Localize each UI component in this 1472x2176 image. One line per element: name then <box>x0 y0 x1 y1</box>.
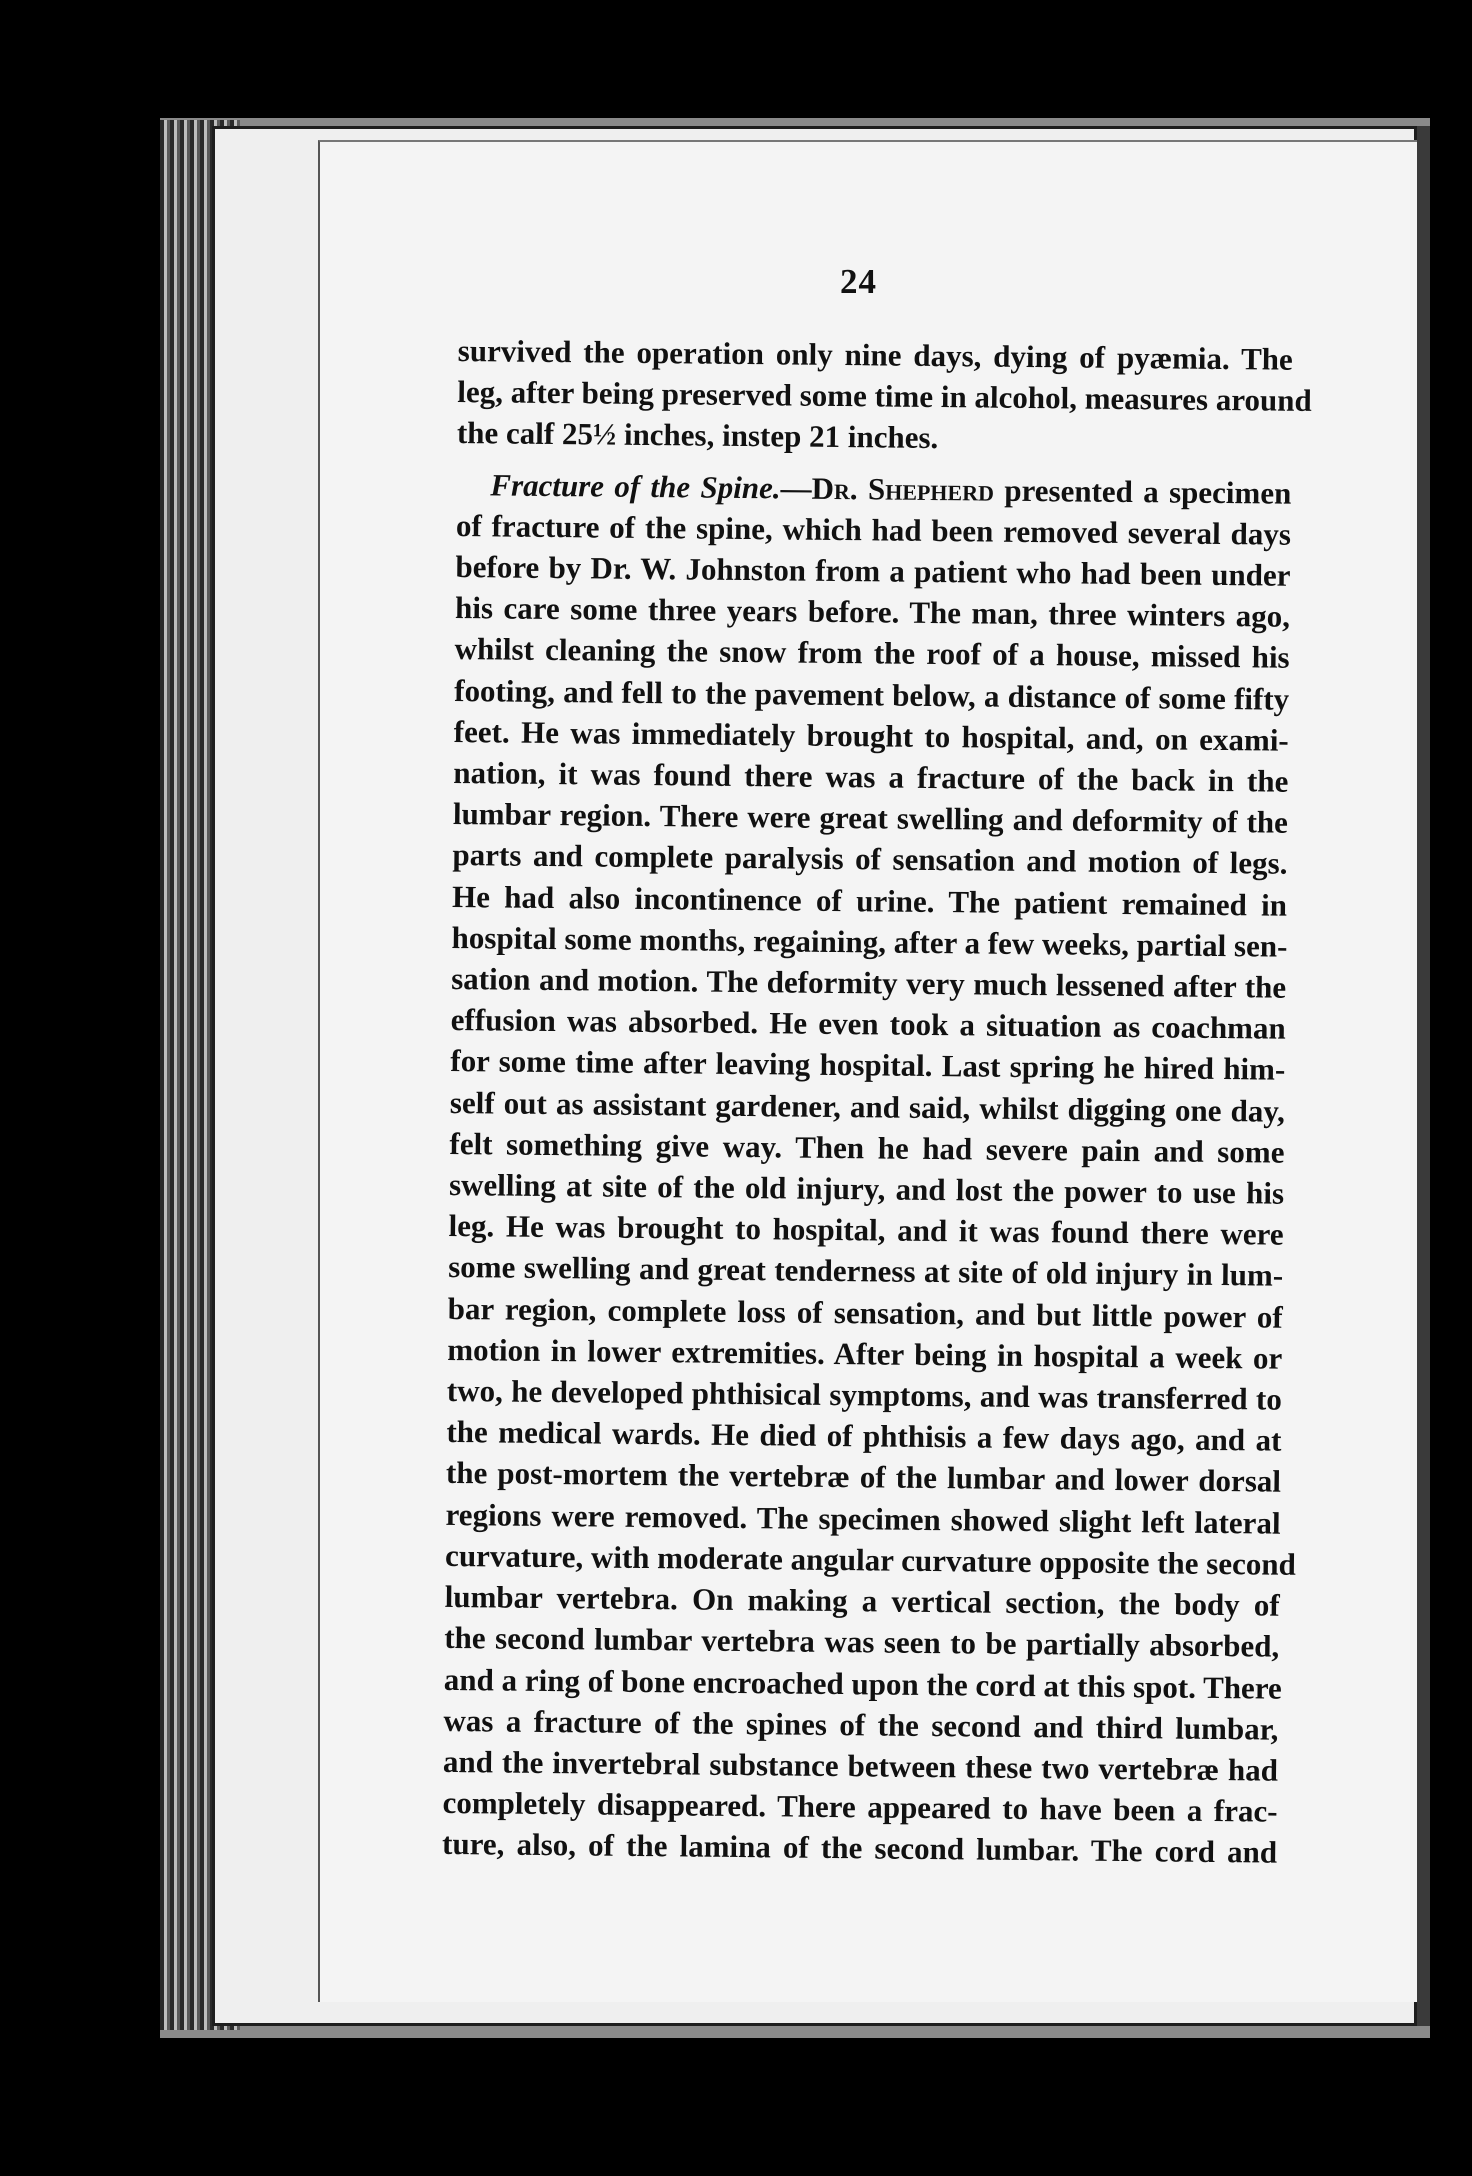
text-line: completely disappeared. There appeared to have been a frac- <box>442 1785 1278 1829</box>
body-text <box>441 330 1312 1873</box>
text-line: He had also incontinence of urine. The patient remained in <box>451 878 1288 923</box>
text-line: lumbar region. There were great swelling and deformity of the <box>452 796 1289 840</box>
first-line-rest: presented a specimen <box>993 472 1292 511</box>
text-line: for some time after leaving hospital. Last spring he hired him- <box>450 1043 1286 1088</box>
paragraph-1 <box>456 330 1312 462</box>
text-line: survived the operation only nine days, dying of pyæmia. The <box>457 332 1293 377</box>
text-line: sation and motion. The deformity very much lessened after the <box>451 961 1287 1005</box>
text-line: the calf 25½ inches, instep 21 inches. <box>456 415 939 456</box>
section-heading: Fracture of the Spine. <box>490 466 781 505</box>
text-line: and a ring of bone encroached upon the cord at this spot. There <box>443 1661 1282 1706</box>
text-line: ture, also, of the lamina of the second lumbar. The cord and <box>441 1826 1278 1870</box>
page-number: 24 <box>840 262 877 301</box>
text-line: motion in lower extremities. After being in hospital a week or <box>447 1331 1283 1376</box>
text-line: the second lumbar vertebra was seen to be partially absorbed, <box>444 1620 1280 1664</box>
text-line: parts and complete paralysis of sensation and motion of legs. <box>452 837 1288 882</box>
text-line: regions were removed. The specimen showed slight left lateral <box>445 1496 1281 1541</box>
text-line: effusion was absorbed. He even took a situation as coachman <box>450 1002 1286 1046</box>
heading-dash: — <box>780 469 812 506</box>
text-line: leg. He was brought to hospital, and it was found there were <box>448 1208 1284 1252</box>
text-line: whilst cleaning the snow from the roof of a house, missed his <box>454 631 1290 676</box>
text-line: before by Dr. W. Johnston from a patient who had been under <box>455 549 1291 593</box>
text-line: some swelling and great tenderness at site of old injury in lum- <box>448 1249 1284 1294</box>
text-line: the medical wards. He died of phthisis a few days ago, and at <box>446 1414 1282 1458</box>
text-line: and the invertebral substance between these two vertebræ had <box>442 1743 1279 1788</box>
text-line: self out as assistant gardener, and said, whilst digging one day, <box>449 1084 1286 1129</box>
text-line: feet. He was immediately brought to hospital, and, on exami- <box>453 713 1289 758</box>
text-line: the post-mortem the vertebræ of the lumbar and lower dorsal <box>445 1455 1282 1500</box>
text-line: felt something give way. Then he had severe pain and some <box>449 1125 1285 1170</box>
text-line: bar region, complete loss of sensation, and but little power of <box>447 1290 1283 1335</box>
text-line: lumbar vertebra. On making a vertical section, the body of <box>444 1579 1280 1623</box>
page-shadow <box>1417 126 1430 2026</box>
speaker-name: Dr. Shepherd <box>811 470 995 508</box>
text-line: footing, and fell to the pavement below, a distance of some fifty <box>454 672 1290 717</box>
text-line: two, he developed phthisical symptoms, and was transferred to <box>446 1373 1283 1417</box>
text-line: hospital some months, regaining, after a few weeks, partial sen- <box>451 919 1288 964</box>
text-line: his care some three years before. The man, three winters ago, <box>454 590 1291 634</box>
text-line: curvature, with moderate angular curvature opposite the second <box>444 1537 1297 1582</box>
text-line: leg, after being preserved some time in alcohol, measures around <box>457 374 1312 419</box>
text-line: was a fracture of the spines of the second and third lumbar, <box>443 1702 1279 1747</box>
text-line: nation, it was found there was a fracture of the back in the <box>453 755 1289 799</box>
text-line: of fracture of the spine, which had been removed several days <box>455 507 1292 552</box>
paragraph-2 <box>441 464 1297 1874</box>
text-line: swelling at site of the old injury, and lost the power to use his <box>448 1167 1285 1211</box>
